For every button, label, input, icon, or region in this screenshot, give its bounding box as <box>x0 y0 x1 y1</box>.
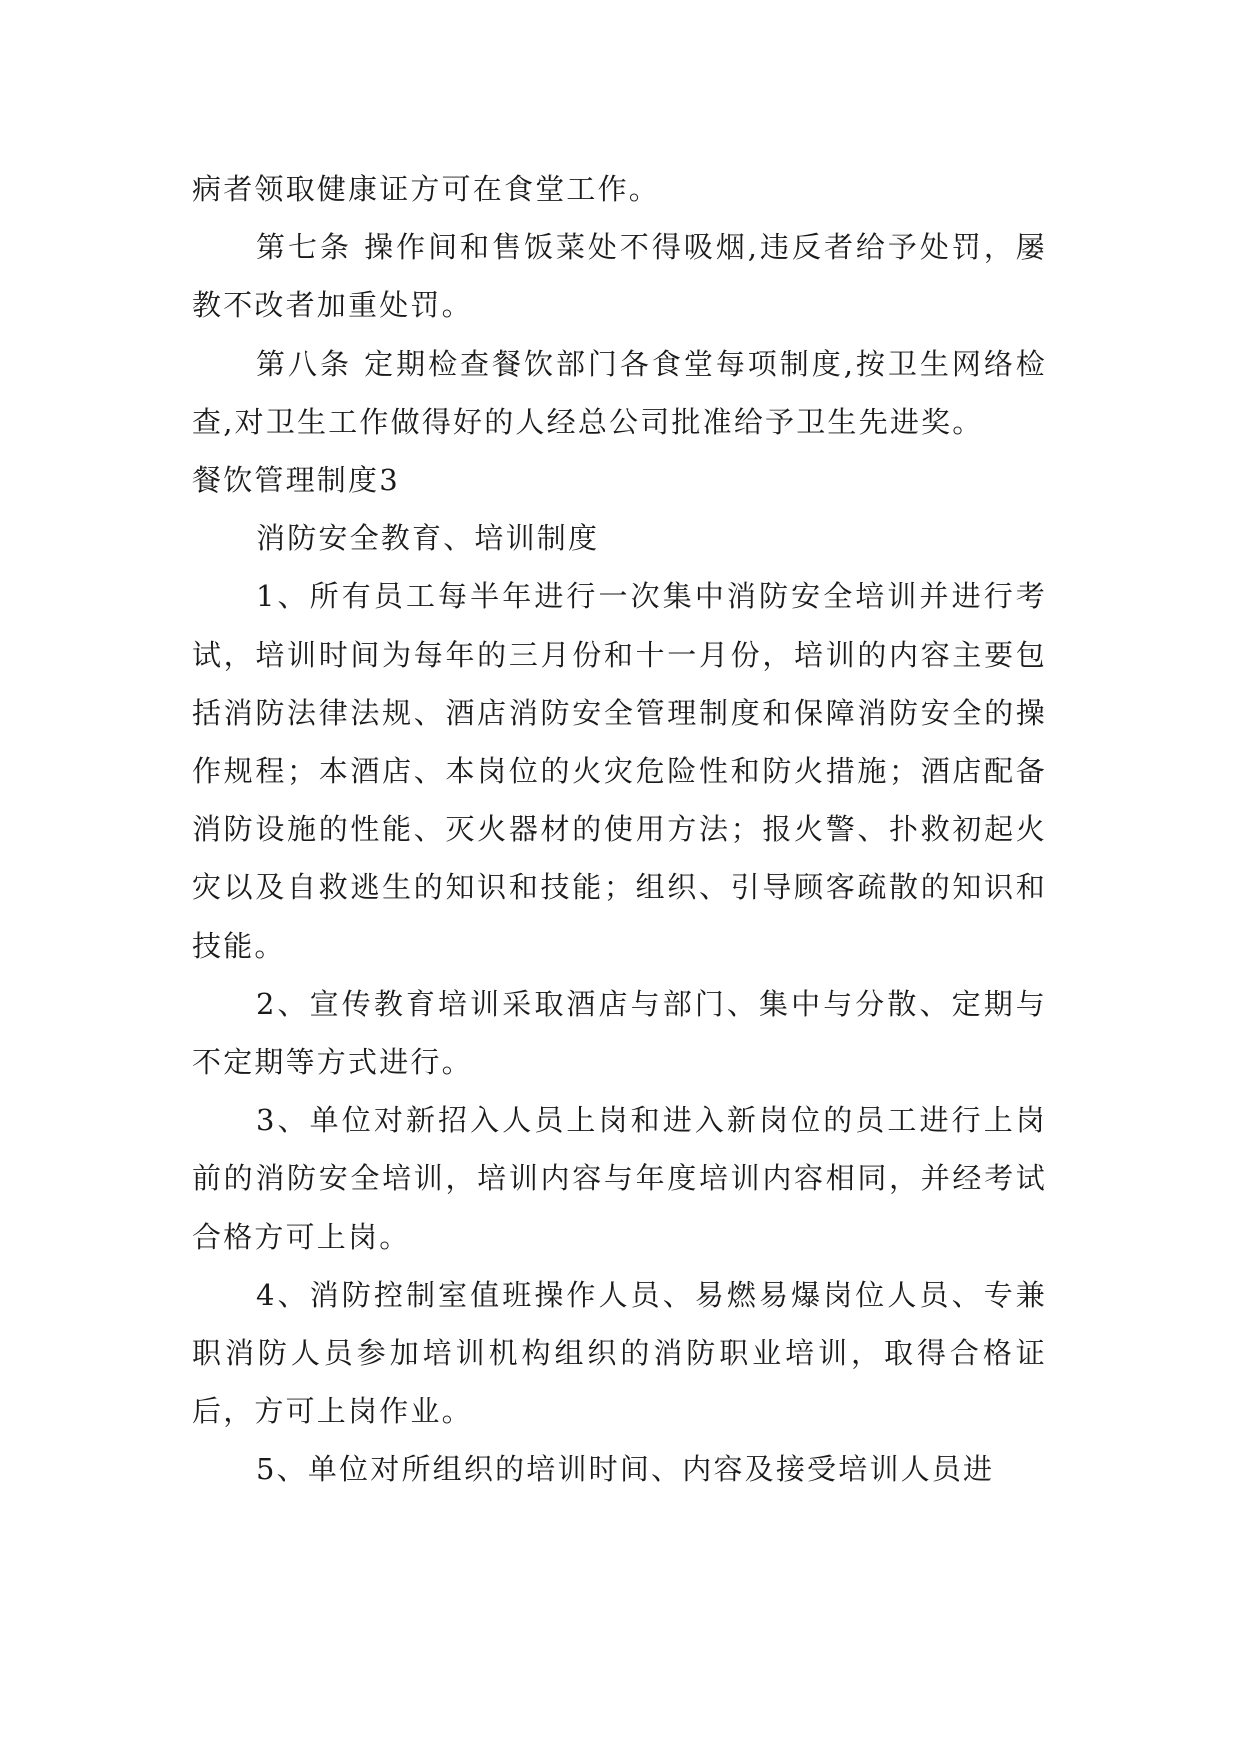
list-item-1: 1、所有员工每半年进行一次集中消防安全培训并进行考试，培训时间为每年的三月份和十一月份，培训的内容主要包括消防法律法规、酒店消防安全管理制度和保障消防安全的操作规程；本酒店、本岗位的火灾危险性和防火措施；酒店配备消防设施的性能、灭火器材的使用方法；报火警、扑救初起火灾以及自救逃生的知识和技能；组织、引导顾客疏散的知识和技能。 <box>192 579 1047 963</box>
paragraph: 病者领取健康证方可在食堂工作。 <box>192 172 661 206</box>
list-item-3: 3、单位对新招入人员上岗和进入新岗位的员工进行上岗前的消防安全培训，培训内容与年度培训内容相同，并经考试合格方可上岗。 <box>192 1103 1047 1254</box>
document-body <box>192 160 1047 1499</box>
section-heading: 餐饮管理制度3 <box>192 463 400 498</box>
list-item-2: 2、宣传教育培训采取酒店与部门、集中与分散、定期与不定期等方式进行。 <box>192 986 1047 1080</box>
paragraph-article-8: 第八条 定期检查餐饮部门各食堂每项制度,按卫生网络检查,对卫生工作做得好的人经总公司批准给予卫生先进奖。 <box>192 346 1047 439</box>
list-item-4: 4、消防控制室值班操作人员、易燃易爆岗位人员、专兼职消防人员参加培训机构组织的消防职业培训，取得合格证后，方可上岗作业。 <box>192 1277 1047 1429</box>
subsection-heading: 消防安全教育、培训制度 <box>256 521 600 556</box>
paragraph-article-7: 第七条 操作间和售饭菜处不得吸烟,违反者给予处罚，屡教不改者加重处罚。 <box>192 230 1047 323</box>
list-item-5: 5、单位对所组织的培训时间、内容及接受培训人员进 <box>256 1452 995 1487</box>
